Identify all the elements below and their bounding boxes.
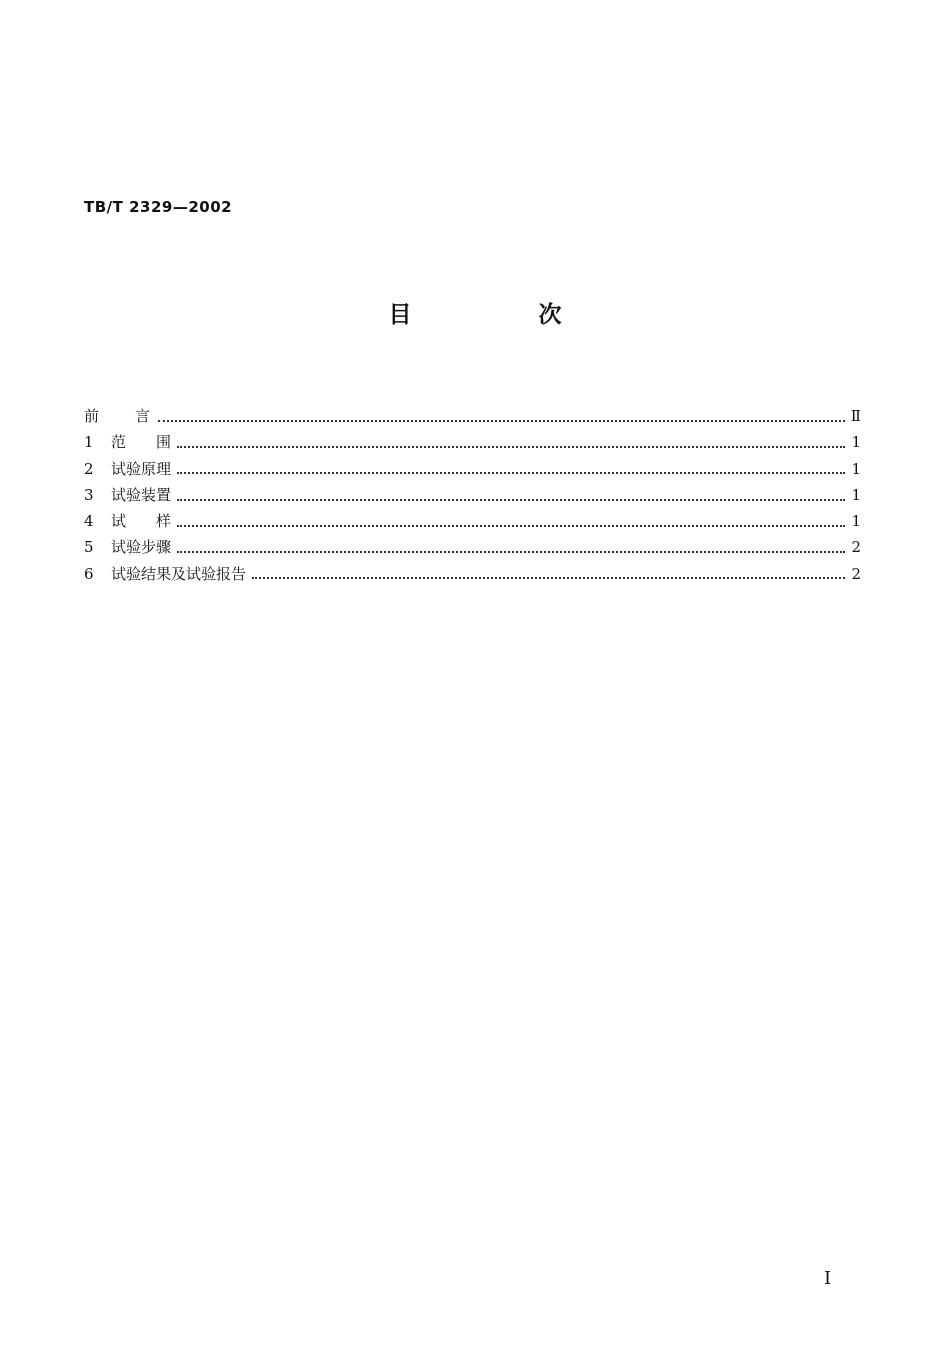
toc-entry-number: 5 — [84, 538, 94, 557]
page-title: 目 次 — [388, 302, 614, 328]
toc-entry-1[interactable] — [84, 429, 861, 455]
toc-entry-label: 试验步骤 — [111, 538, 172, 557]
toc-entry-number: 4 — [84, 512, 94, 531]
toc-entry-number: 6 — [84, 564, 94, 583]
toc-entry-number: 3 — [84, 485, 94, 504]
toc-entry-label: 试验结果及试验报告 — [111, 564, 247, 583]
toc-leader-dots — [177, 498, 845, 501]
toc-entry-3[interactable] — [84, 482, 861, 508]
toc-entry-6[interactable] — [84, 561, 861, 587]
toc-entry-label: 试验装置 — [111, 485, 172, 504]
toc-entry-page: 1 — [851, 512, 861, 531]
toc-entry-page: 1 — [851, 433, 861, 452]
toc-entry-page: 1 — [851, 485, 861, 504]
toc-entry-number: 2 — [84, 459, 94, 478]
toc-entry-2[interactable] — [84, 456, 861, 482]
toc-entry-page: 2 — [851, 538, 861, 557]
toc-entry-page: Ⅱ — [850, 407, 861, 425]
page-number: I — [824, 1268, 832, 1289]
toc-leader-dots — [177, 471, 845, 474]
table-of-contents — [84, 403, 861, 587]
toc-entry-label: 范 围 — [111, 433, 172, 452]
toc-entry-number: 1 — [84, 433, 94, 452]
toc-entry-4[interactable] — [84, 508, 861, 534]
toc-entry-foreword[interactable] — [84, 403, 861, 429]
toc-entry-label: 前 言 — [84, 407, 153, 425]
toc-entry-page: 1 — [851, 459, 861, 478]
toc-entry-page: 2 — [851, 564, 861, 583]
toc-leader-dots — [177, 445, 845, 448]
toc-entry-label: 试 样 — [111, 512, 172, 531]
toc-entry-label: 试验原理 — [111, 459, 172, 478]
toc-leader-dots — [158, 419, 845, 422]
toc-leader-dots — [177, 550, 845, 553]
toc-entry-5[interactable] — [84, 534, 861, 560]
toc-leader-dots — [252, 576, 845, 579]
toc-leader-dots — [177, 524, 845, 527]
standard-code: TB/T 2329—2002 — [84, 198, 233, 216]
